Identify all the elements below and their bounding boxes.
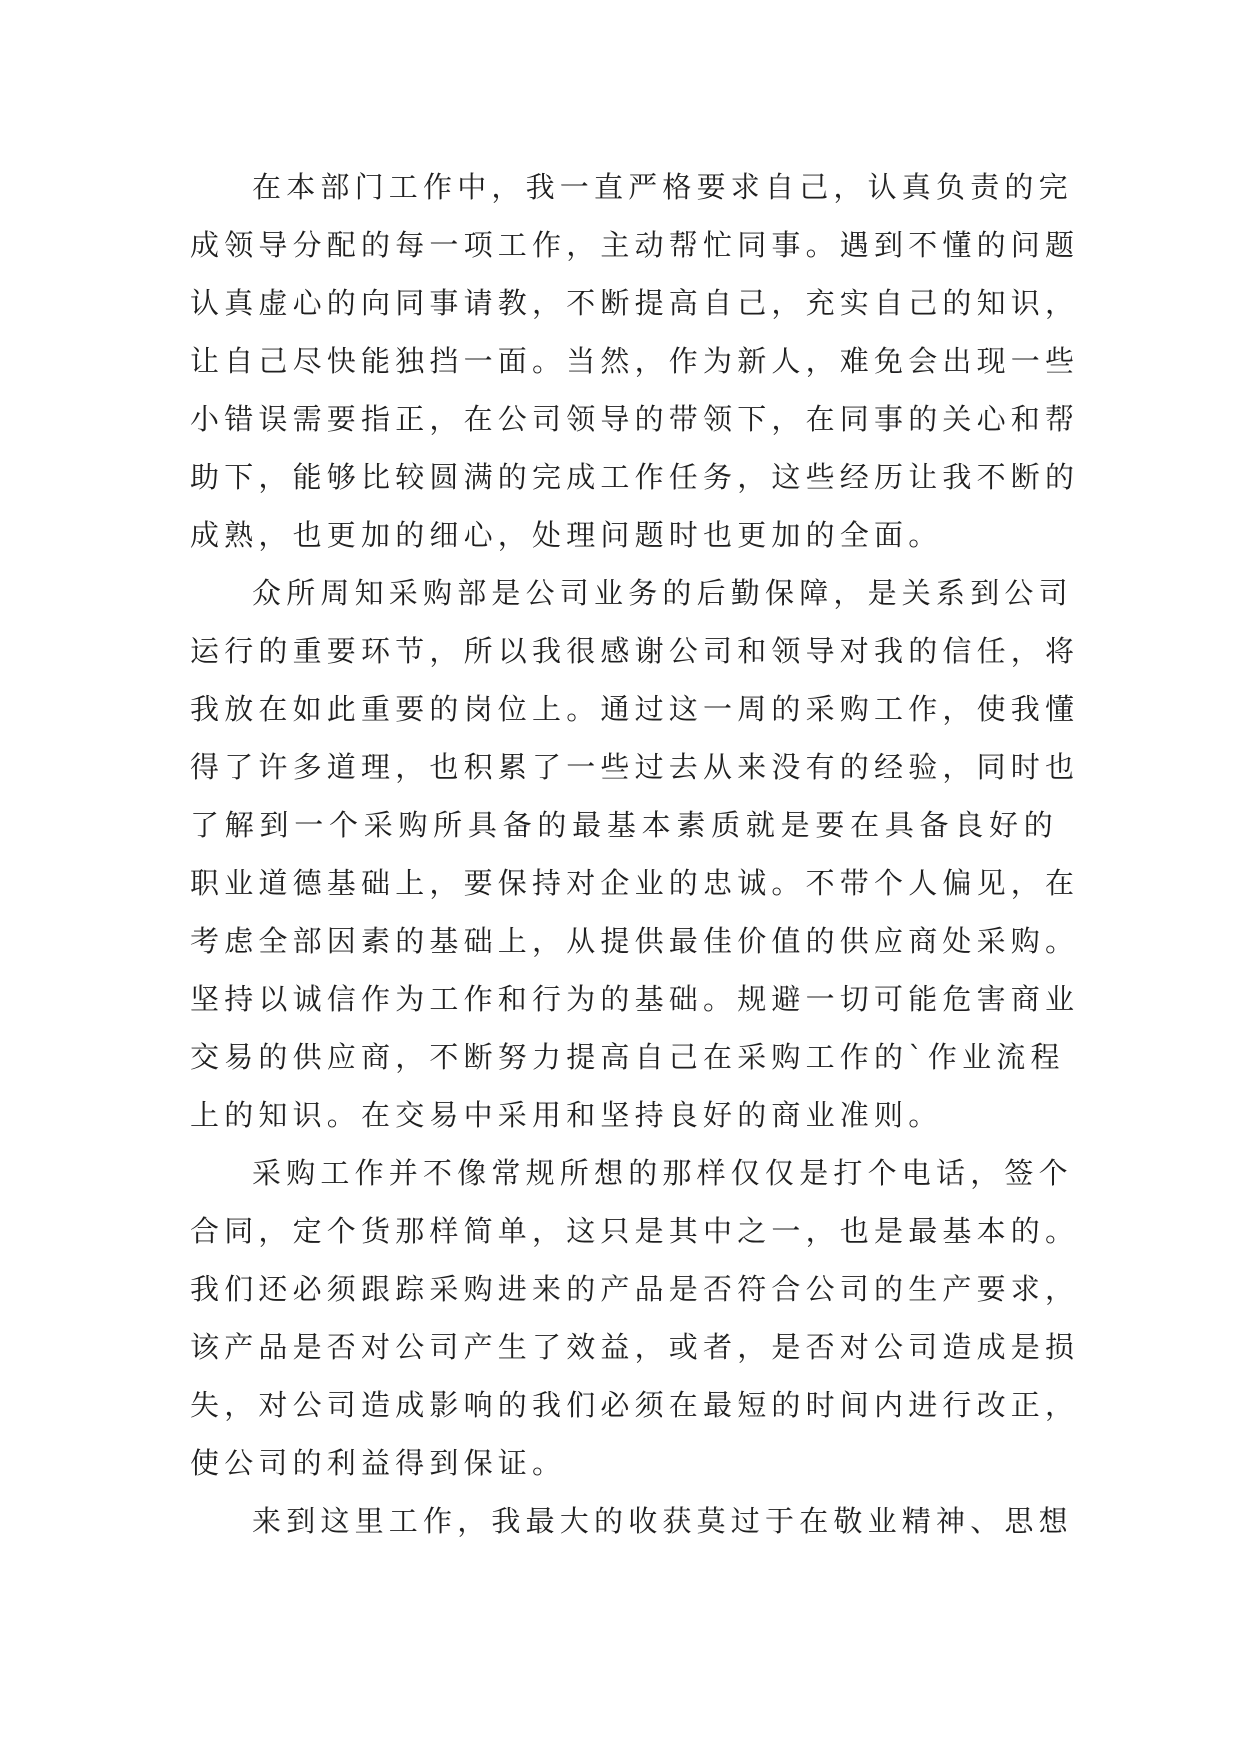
text-line: 我放在如此重要的岗位上。通过这一周的采购工作，使我懂 [190,692,1080,726]
text-line: 众所周知采购部是公司业务的后勤保障，是关系到公司 [252,576,1073,610]
text-line: 使公司的利益得到保证。 [190,1446,567,1480]
text-line: 考虑全部因素的基础上，从提供最佳价值的供应商处采购。 [190,924,1080,958]
text-line: 运行的重要环节，所以我很感谢公司和领导对我的信任，将 [190,634,1080,668]
text-line: 我们还必须跟踪采购进来的产品是否符合公司的生产要求， [190,1272,1080,1306]
document-body [190,158,1080,1550]
text-line: 职业道德基础上，要保持对企业的忠诚。不带个人偏见，在 [190,866,1080,900]
text-line: 上的知识。在交易中采用和坚持良好的商业准则。 [190,1098,943,1132]
text-line: 该产品是否对公司产生了效益，或者，是否对公司造成是损 [190,1330,1080,1364]
text-line: 来到这里工作，我最大的收获莫过于在敬业精神、思想 [252,1504,1073,1538]
text-line: 认真虚心的向同事请教，不断提高自己，充实自己的知识， [190,286,1080,320]
text-line: 了解到一个采购所具备的最基本素质就是要在具备良好的 [190,808,1058,842]
text-line: 小错误需要指正，在公司领导的带领下，在同事的关心和帮 [190,402,1080,436]
text-line: 成熟，也更加的细心，处理问题时也更加的全面。 [190,518,943,552]
text-line: 在本部门工作中，我一直严格要求自己，认真负责的完 [252,170,1073,204]
text-line: 让自己尽快能独挡一面。当然，作为新人，难免会出现一些 [190,344,1080,378]
text-line: 得了许多道理，也积累了一些过去从来没有的经验，同时也 [190,750,1080,784]
text-line: 合同，定个货那样简单，这只是其中之一，也是最基本的。 [190,1214,1080,1248]
text-line: 助下，能够比较圆满的完成工作任务，这些经历让我不断的 [190,460,1080,494]
text-line: 坚持以诚信作为工作和行为的基础。规避一切可能危害商业 [190,982,1080,1016]
text-line: 交易的供应商，不断努力提高自己在采购工作的`作业流程 [190,1040,1065,1074]
text-line: 采购工作并不像常规所想的那样仅仅是打个电话，签个 [252,1156,1073,1190]
text-line: 失，对公司造成影响的我们必须在最短的时间内进行改正， [190,1388,1080,1422]
text-line: 成领导分配的每一项工作，主动帮忙同事。遇到不懂的问题 [190,228,1080,262]
